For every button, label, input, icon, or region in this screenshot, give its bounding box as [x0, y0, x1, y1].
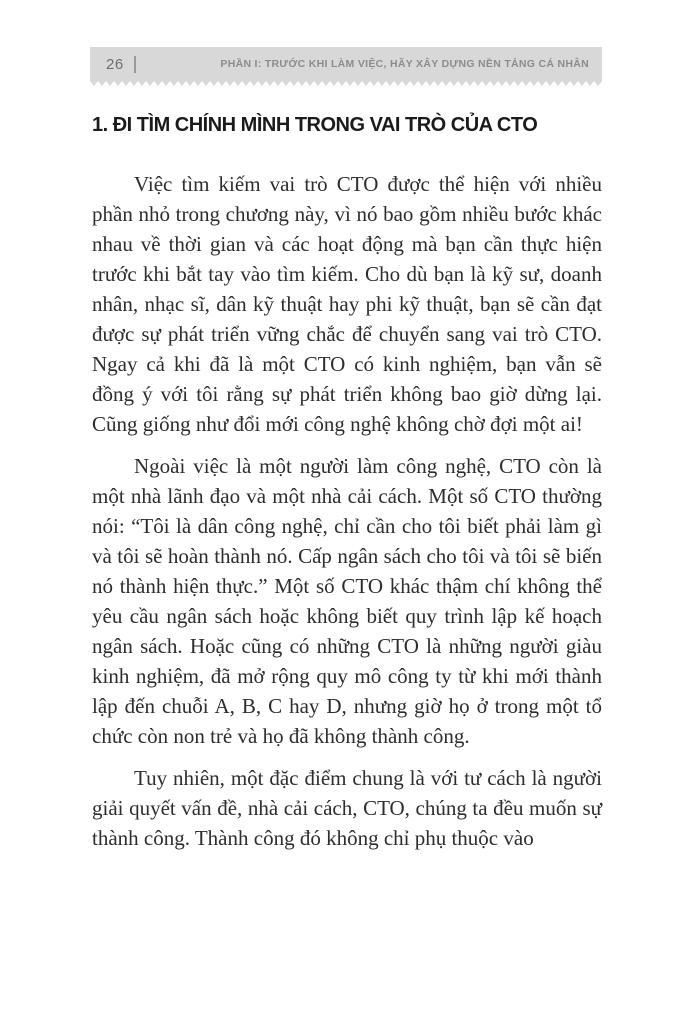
sawtooth-edge	[90, 81, 602, 86]
body-paragraph: Tuy nhiên, một đặc điểm chung là với tư cách là người giải quyết vấn đề, nhà cải cách, CTO, chúng ta đều muốn sự thành công. Thành công đó không chỉ phụ thuộc vào	[92, 766, 602, 850]
body-paragraph: Ngoài việc là một người làm công nghệ, CTO còn là một nhà lãnh đạo và một nhà cải cách. Một số CTO thường nói: “Tôi là dân công nghệ, chỉ cần cho tôi biết phải làm gì và tôi sẽ hoàn thành nó. Cấp ngân sách cho tôi và tôi sẽ biến nó thành hiện thực.” Một số CTO khác thậm chí không thể yêu cầu ngân sách hoặc không biết quy trình lập kế hoạch ngân sách. Hoặc cũng có những CTO là những người giàu kinh nghiệm, đã mở rộng quy mô công ty từ khi mới thành lập đến chuỗi A, B, C hay D, nhưng giờ họ ở trong một tổ chức còn non trẻ và họ đã không thành công.	[92, 454, 602, 748]
page-header	[90, 47, 602, 81]
chapter-heading: 1. ĐI TÌM CHÍNH MÌNH TRONG VAI TRÒ CỦA CTO	[92, 114, 538, 136]
body-paragraph: Việc tìm kiếm vai trò CTO được thể hiện với nhiều phần nhỏ trong chương này, vì nó bao gồm nhiều bước khác nhau về thời gian và các hoạt động mà bạn cần thực hiện trước khi bắt tay vào tìm kiếm. Cho dù bạn là kỹ sư, doanh nhân, nhạc sĩ, dân kỹ thuật hay phi kỹ thuật, bạn sẽ cần đạt được sự phát triển vững chắc để chuyển sang vai trò CTO. Ngay cả khi đã là một CTO có kinh nghiệm, bạn vẫn sẽ đồng ý với tôi rằng sự phát triển không bao giờ dừng lại. Cũng giống như đổi mới công nghệ không chờ đợi một ai!	[92, 172, 602, 436]
header-divider	[134, 56, 136, 73]
page-number	[106, 56, 136, 73]
running-title: PHẦN I: TRƯỚC KHI LÀM VIỆC, HÃY XÂY DỰNG NỀN TẢNG CÁ NHÂN	[220, 58, 589, 70]
page-content	[92, 112, 602, 865]
page-number-value: 26	[106, 55, 124, 73]
